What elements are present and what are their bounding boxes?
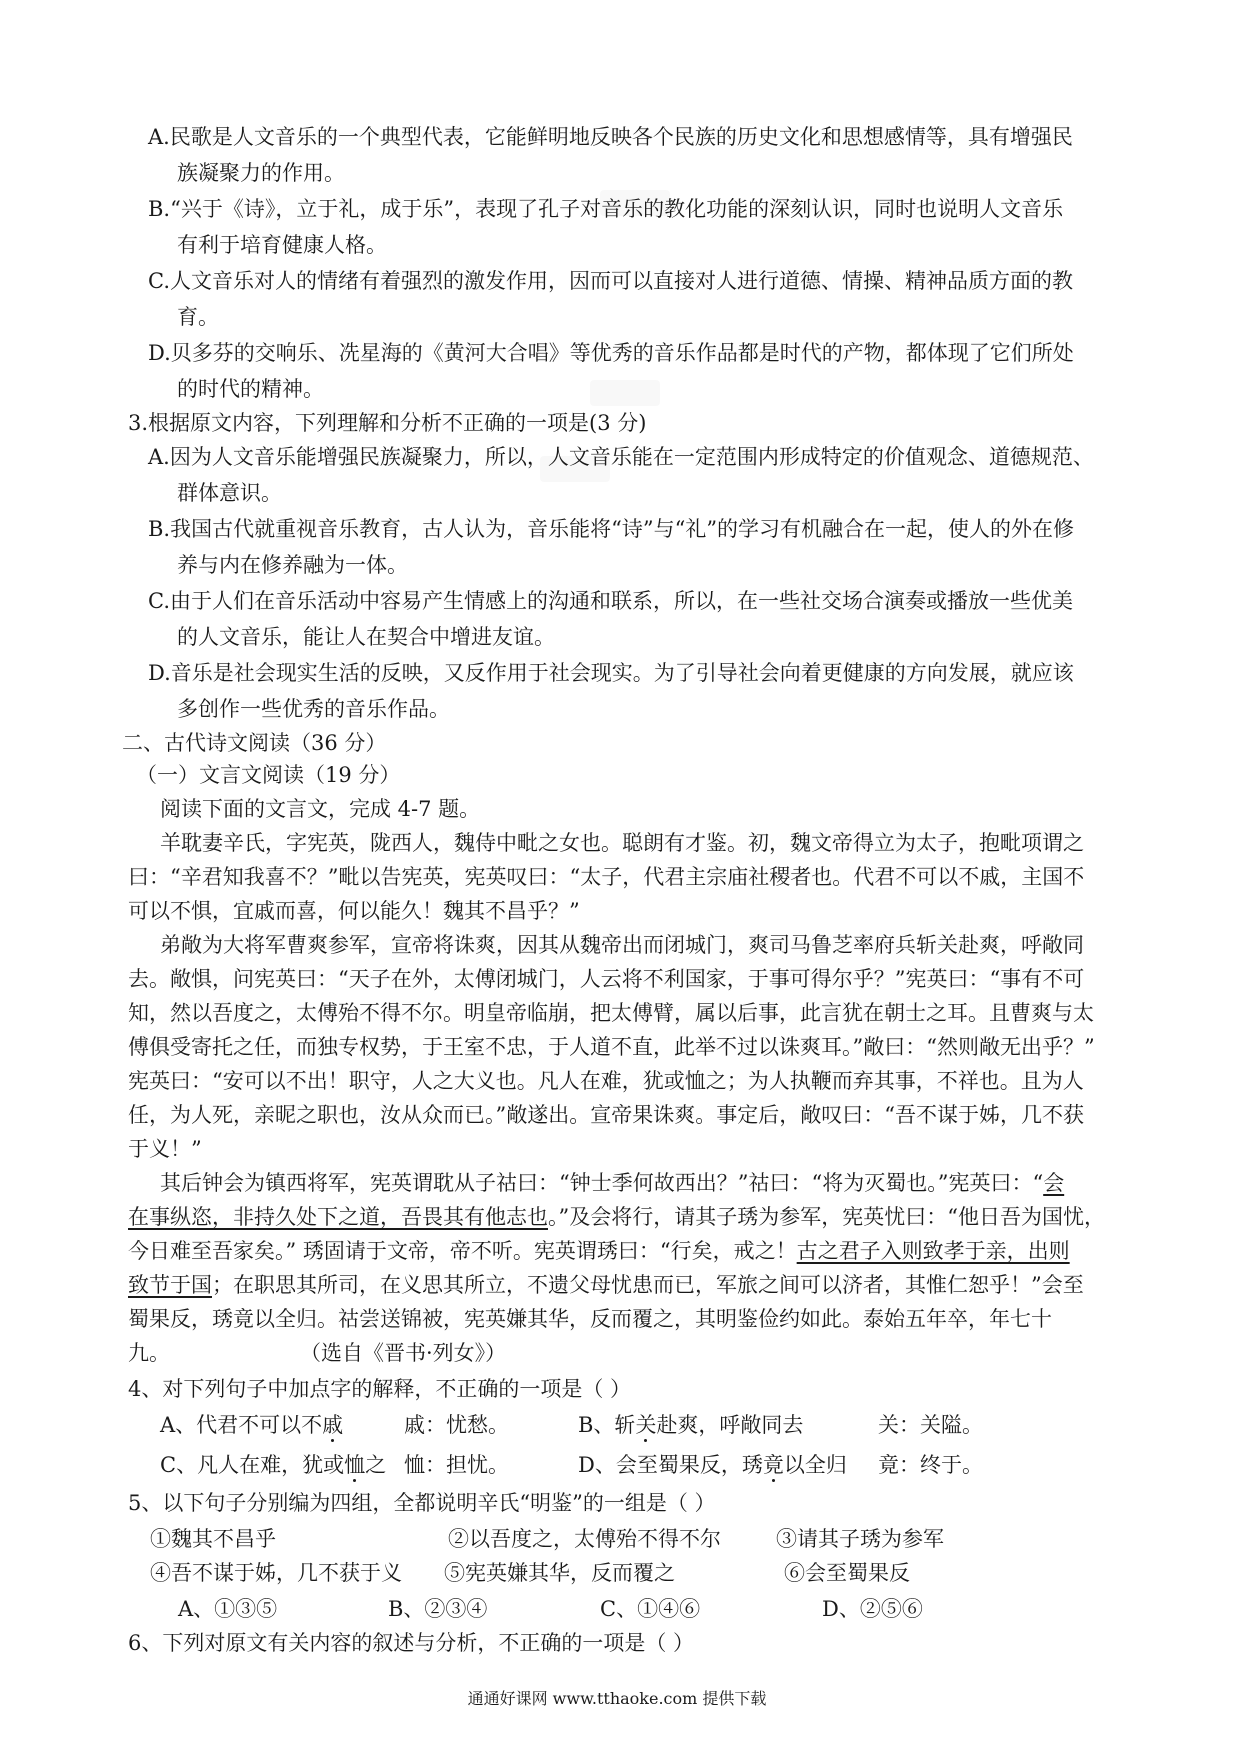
q3-option-b: B.我国古代就重视音乐教育，古人认为，音乐能将“诗”与“礼”的学习有机融合在一起，使人的外在修 xyxy=(148,517,1075,541)
q4-option-c: C、凡人在难，犹或恤之 xyxy=(160,1453,387,1477)
q2-option-b-cont: 有利于培育健康人格。 xyxy=(177,233,387,257)
passage-line: 弟敞为大将军曹爽参军，宣帝将诛爽，因其从魏帝出而闭城门，爽司马鲁芝率府兵斩关赴爽，呼敞同 xyxy=(160,933,1084,957)
q5-choice-a: A、①③⑤ xyxy=(178,1597,278,1621)
q4-option-d: D、会至蜀果反，琇竟以全归 xyxy=(578,1453,847,1477)
q5-item: ④吾不谋于姊，几不获于义 xyxy=(150,1561,402,1585)
q3-option-b-cont: 养与内在修养融为一体。 xyxy=(177,553,408,577)
q3-option-a-cont: 群体意识。 xyxy=(177,481,282,505)
q3-option-c: C.由于人们在音乐活动中容易产生情感上的沟通和联系，所以，在一些社交场合演奏或播放一些优美 xyxy=(148,589,1073,613)
q5-choice-b: B、②③④ xyxy=(388,1597,488,1621)
q4-stem: 4、对下列句子中加点字的解释，不正确的一项是（ ） xyxy=(128,1377,632,1401)
q2-option-c: C.人文音乐对人的情绪有着强烈的激发作用，因而可以直接对人进行道德、情操、精神品质方面的教 xyxy=(148,269,1073,293)
q4-gloss-c: 恤：担忧。 xyxy=(404,1453,509,1477)
q4-option-a: A、代君不可以不戚 xyxy=(160,1413,344,1437)
passage-line: 知，然以吾度之，太傅殆不得不尔。明皇帝临崩，把太傅臂，属以后事，此言犹在朝士之耳。且曹爽与太 xyxy=(128,1001,1094,1025)
q3-option-d-cont: 多创作一些优秀的音乐作品。 xyxy=(177,697,450,721)
dotted-char: 戚 xyxy=(322,1413,344,1437)
passage-line: 可以不惧，宜戚而喜，何以能久！魏其不昌乎？” xyxy=(128,899,580,923)
passage-line: 于义！” xyxy=(128,1137,202,1161)
q2-option-b: B.“兴于《诗》，立于礼，成于乐”，表现了孔子对音乐的教化功能的深刻认识，同时也说明人文音乐 xyxy=(148,197,1064,221)
passage-line: 致节于国；在职思其所司，在义思其所立，不遗父母忧患而已，军旅之间可以济者，其惟仁恕乎！”会至 xyxy=(128,1273,1084,1297)
q5-item: ③请其子琇为参军 xyxy=(776,1527,944,1551)
q3-option-c-cont: 的人文音乐，能让人在契合中增进友谊。 xyxy=(177,625,555,649)
q3-stem: 3.根据原文内容，下列理解和分析不正确的一项是(3 分) xyxy=(128,411,647,435)
q5-item: ⑤宪英嫌其华，反而覆之 xyxy=(444,1561,675,1585)
page-footer: 通通好课网 www.tthaoke.com 提供下载 xyxy=(467,1689,767,1708)
passage-line: 宪英曰：“安可以不出！职守，人之大义也。凡人在难，犹或恤之；为人执鞭而弃其事，不祥也。且为人 xyxy=(128,1069,1084,1093)
q3-option-d: D.音乐是社会现实生活的反映，又反作用于社会现实。为了引导社会向着更健康的方向发展，就应该 xyxy=(148,661,1074,685)
q5-choice-c: C、①④⑥ xyxy=(600,1597,701,1621)
scan-watermark xyxy=(590,380,660,406)
q5-stem: 5、以下句子分别编为四组，全都说明辛氏“明鉴”的一组是（ ） xyxy=(128,1491,716,1515)
underlined-sentence: 会 xyxy=(1043,1171,1065,1195)
passage-line: 傅俱受寄托之任，而独专权势，于王室不忠，于人道不直，此举不过以诛爽耳。”敞曰：“然则敞无出乎？” xyxy=(128,1035,1095,1059)
dotted-char: 关 xyxy=(635,1413,657,1437)
q3-option-a: A.因为人文音乐能增强民族凝聚力，所以，人文音乐能在一定范围内形成特定的价值观念、道德规范、 xyxy=(148,445,1094,469)
passage-line: 其后钟会为镇西将军，宪英谓耽从子祜曰：“钟士季何故西出？”祜曰：“将为灭蜀也。”宪英曰：“会 xyxy=(160,1171,1065,1195)
underlined-sentence: 致节于国 xyxy=(128,1273,212,1297)
passage-line: 羊耽妻辛氏，字宪英，陇西人，魏侍中毗之女也。聪朗有才鉴。初，魏文帝得立为太子，抱毗项谓之 xyxy=(160,831,1084,855)
q2-option-d-cont: 的时代的精神。 xyxy=(177,377,324,401)
underlined-sentence: 古之君子入则致孝于亲，出则 xyxy=(796,1239,1070,1263)
q5-item: ①魏其不昌乎 xyxy=(150,1527,276,1551)
passage-line: 任，为人死，亲昵之职也，汝从众而已。”敞遂出。宣帝果诛爽。事定后，敞叹曰：“吾不谋于姊，几不获 xyxy=(128,1103,1084,1127)
q2-option-a-cont: 族凝聚力的作用。 xyxy=(177,161,345,185)
passage-line: 蜀果反，琇竟以全归。祜尝送锦被，宪英嫌其华，反而覆之，其明鉴俭约如此。泰始五年卒，年七十 xyxy=(128,1307,1052,1331)
passage-line: 今日难至吾家矣。” 琇固请于文帝，帝不听。宪英谓琇曰：“行矣，戒之！古之君子入则致孝于亲，出则 xyxy=(128,1239,1070,1263)
q2-option-c-cont: 育。 xyxy=(177,305,219,329)
q4-gloss-d: 竟：终于。 xyxy=(878,1453,983,1477)
q5-item: ②以吾度之，太傅殆不得不尔 xyxy=(448,1527,721,1551)
passage-source: （选自《晋书·列女》） xyxy=(300,1341,507,1365)
dotted-char: 恤 xyxy=(344,1453,366,1477)
q6-stem: 6、下列对原文有关内容的叙述与分析，不正确的一项是（ ） xyxy=(128,1631,695,1655)
q2-option-a: A.民歌是人文音乐的一个典型代表，它能鲜明地反映各个民族的历史文化和思想感情等，具有增强民 xyxy=(148,125,1073,149)
dotted-char: 竟 xyxy=(762,1453,784,1477)
q2-option-d: D.贝多芬的交响乐、冼星海的《黄河大合唱》等优秀的音乐作品都是时代的产物，都体现了它们所处 xyxy=(148,341,1074,365)
section-title: 二、古代诗文阅读（36 分） xyxy=(122,731,387,755)
passage-line: 去。敞惧，问宪英曰：“天子在外，太傅闭城门，人云将不利国家，于事可得尔乎？”宪英曰：“事有不可 xyxy=(128,967,1085,991)
passage-line: 曰：“辛君知我喜不？”毗以告宪英，宪英叹曰：“太子，代君主宗庙社稷者也。代君不可以不戚，主国不 xyxy=(128,865,1085,889)
q5-item: ⑥会至蜀果反 xyxy=(784,1561,910,1585)
underlined-sentence: 在事纵恣，非持久处下之道，吾畏其有他志也 xyxy=(128,1205,548,1229)
q4-option-b: B、斩关赴爽，呼敞同去 xyxy=(578,1413,804,1437)
q5-choice-d: D、②⑤⑥ xyxy=(822,1597,923,1621)
passage-line: 九。 xyxy=(128,1341,170,1365)
section-instruction: 阅读下面的文言文，完成 4-7 题。 xyxy=(160,797,481,821)
q4-gloss-b: 关：关隘。 xyxy=(878,1413,983,1437)
passage-line: 在事纵恣，非持久处下之道，吾畏其有他志也。”及会将行，请其子琇为参军，宪英忧曰：“他日吾为国忧， xyxy=(128,1205,1105,1229)
section-subtitle: （一）文言文阅读（19 分） xyxy=(136,763,401,787)
q4-gloss-a: 戚：忧愁。 xyxy=(404,1413,509,1437)
